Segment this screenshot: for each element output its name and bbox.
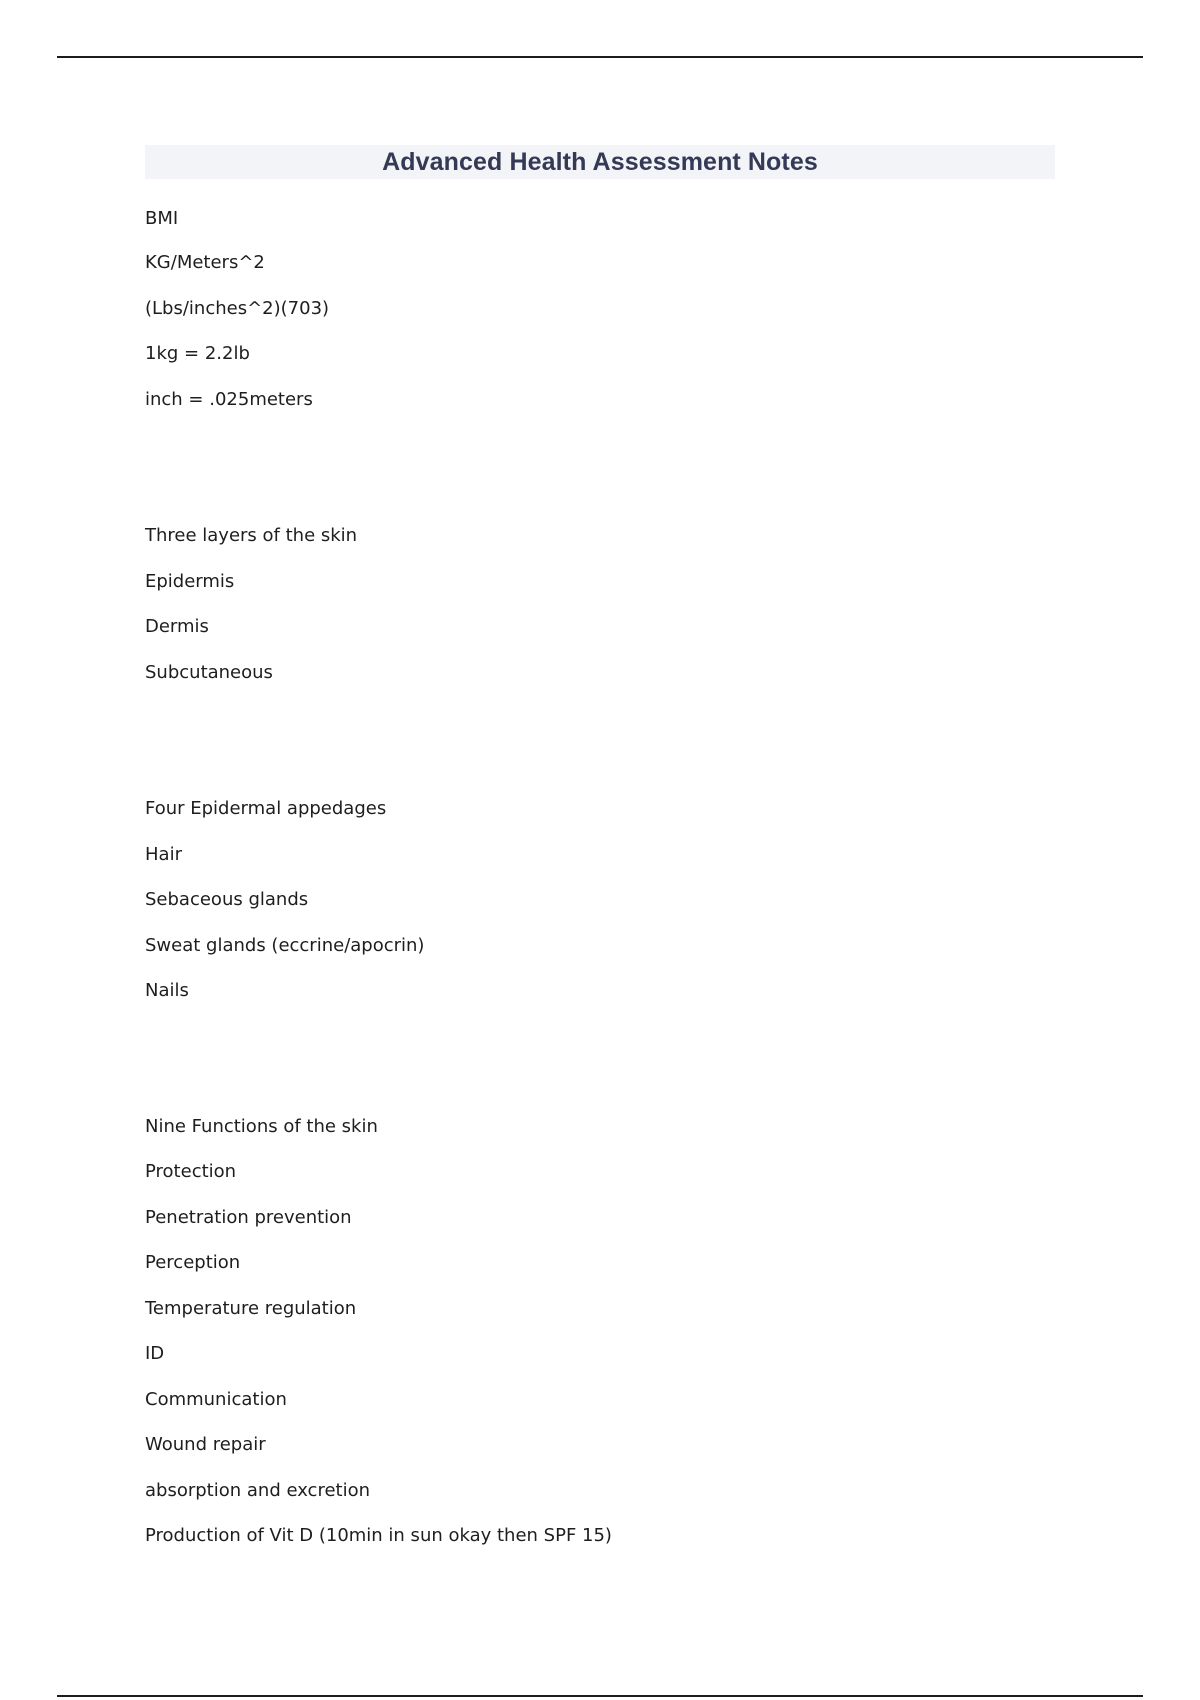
title-banner	[145, 145, 1055, 179]
note-line: (Lbs/inches^2)(703)	[145, 298, 330, 319]
bottom-rule	[57, 1695, 1143, 1697]
note-line: Sebaceous glands	[145, 889, 309, 910]
section-heading-epidermal-appendages: Four Epidermal appedages	[145, 798, 387, 819]
note-line: Temperature regulation	[145, 1298, 357, 1319]
note-line: Wound repair	[145, 1434, 266, 1455]
section-heading-skin-functions: Nine Functions of the skin	[145, 1116, 378, 1137]
note-line: ID	[145, 1343, 165, 1364]
note-line: inch = .025meters	[145, 389, 313, 410]
note-line: KG/Meters^2	[145, 252, 265, 273]
note-line: Hair	[145, 844, 182, 865]
note-line: Protection	[145, 1161, 237, 1182]
page-title: Advanced Health Assessment Notes	[382, 147, 818, 176]
note-line: Epidermis	[145, 571, 235, 592]
note-line: absorption and excretion	[145, 1480, 371, 1501]
note-line: 1kg = 2.2lb	[145, 343, 250, 364]
note-line: Dermis	[145, 616, 209, 637]
top-rule	[57, 56, 1143, 58]
note-line: Nails	[145, 980, 189, 1001]
note-line: Communication	[145, 1389, 287, 1410]
section-heading-bmi: BMI	[145, 208, 179, 229]
note-line: Sweat glands (eccrine/apocrin)	[145, 935, 425, 956]
note-line: Penetration prevention	[145, 1207, 352, 1228]
section-heading-skin-layers: Three layers of the skin	[145, 525, 358, 546]
note-line: Production of Vit D (10min in sun okay then SPF 15)	[145, 1525, 612, 1546]
note-line: Perception	[145, 1252, 241, 1273]
note-line: Subcutaneous	[145, 662, 273, 683]
